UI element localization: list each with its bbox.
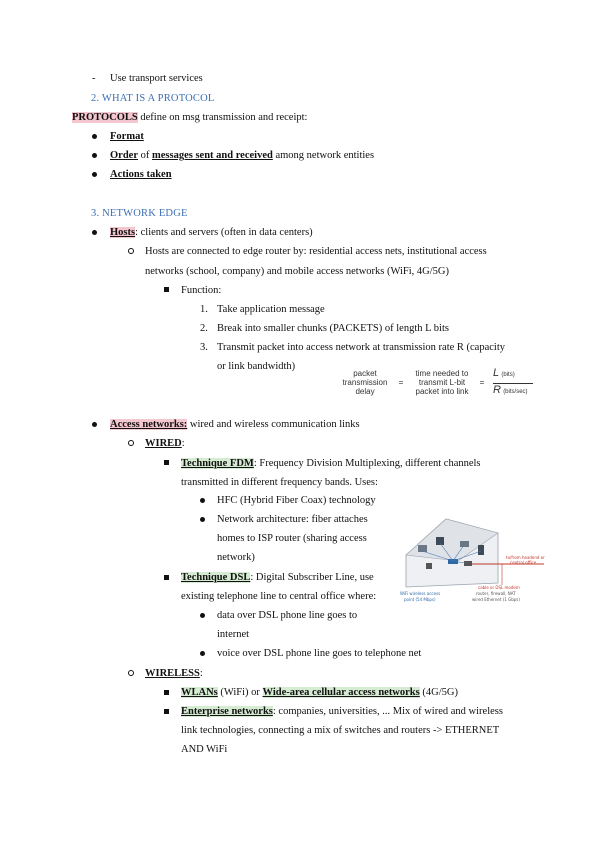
protocols-definition bbox=[72, 111, 307, 124]
item-actions: Actions taken bbox=[110, 169, 172, 180]
function-num-2: 2. bbox=[200, 323, 208, 334]
ent-line1 bbox=[181, 705, 503, 718]
hosts-rest: : clients and servers (often in data centers) bbox=[135, 227, 313, 238]
formula-den: R bbox=[493, 384, 501, 396]
wired-term: WIRED bbox=[145, 438, 182, 449]
wlan-mid: (WiFi) or bbox=[217, 687, 263, 698]
item-format: Format bbox=[110, 131, 144, 142]
bullet-circle bbox=[128, 440, 134, 446]
function-step-3a: Transmit packet into access network at transmission rate R (capacity bbox=[217, 342, 505, 353]
dash-bullet: - bbox=[92, 73, 96, 84]
order-of: of bbox=[138, 150, 152, 161]
text-use-transport: Use transport services bbox=[110, 73, 203, 84]
wlan-line bbox=[181, 686, 458, 699]
dsl-bullet1a: data over DSL phone line goes to bbox=[217, 610, 358, 621]
bullet-dot bbox=[200, 517, 205, 522]
bullet-dot bbox=[92, 230, 97, 235]
formula-num-unit: (bits) bbox=[501, 372, 515, 378]
ent-line2: link technologies, connecting a mix of switches and routers -> ETHERNET bbox=[181, 725, 500, 736]
formula-den-unit: (bits/sec) bbox=[503, 389, 528, 395]
formula-num: L bbox=[493, 367, 500, 379]
bullet-circle bbox=[128, 248, 134, 254]
netarch-line2: homes to ISP router (sharing access bbox=[217, 533, 367, 544]
bullet-dot bbox=[92, 153, 97, 158]
formula-eq-2: = bbox=[479, 378, 485, 387]
formula-mid-mid: transmit L-bit bbox=[418, 378, 466, 387]
fdm-term: Technique FDM bbox=[181, 458, 254, 469]
bullet-square bbox=[164, 690, 169, 695]
function-step-1: Take application message bbox=[217, 304, 325, 315]
ent-rest1: : companies, universities, ... Mix of wired and wireless bbox=[272, 706, 503, 717]
ent-line3: AND WiFi bbox=[181, 744, 228, 755]
access-rest: wired and wireless communication links bbox=[187, 419, 360, 430]
ent-term: Enterprise networks bbox=[181, 706, 273, 717]
access-term: Access networks: bbox=[110, 419, 188, 430]
label-left1: WiFi wireless access bbox=[400, 591, 441, 596]
bullet-square bbox=[164, 460, 169, 465]
wired-colon: : bbox=[181, 438, 185, 449]
bullet-circle bbox=[128, 670, 134, 676]
hosts-sub-line2: networks (school, company) and mobile access networks (WiFi, 4G/5G) bbox=[145, 266, 450, 277]
order-term: Order bbox=[110, 150, 138, 161]
desktop-icon bbox=[436, 537, 444, 545]
wlan-term: WLANs bbox=[181, 687, 218, 698]
bullet-dot bbox=[200, 498, 205, 503]
wired-heading bbox=[145, 437, 185, 450]
heading-network-edge: 3. NETWORK EDGE bbox=[91, 208, 188, 219]
bullet-square bbox=[164, 575, 169, 580]
wide-term: Wide-area cellular access networks bbox=[262, 687, 420, 698]
function-step-3b: or link bandwidth) bbox=[217, 361, 296, 372]
home-network-illustration bbox=[398, 515, 548, 610]
bullet-dot bbox=[92, 422, 97, 427]
dsl-line1 bbox=[181, 571, 374, 584]
heading-what-is-protocol: 2. WHAT IS A PROTOCOL bbox=[91, 93, 215, 104]
dsl-bullet1b: internet bbox=[217, 629, 250, 640]
fdm-line2: transmitted in different frequency bands. Uses: bbox=[181, 477, 378, 488]
bullet-dot bbox=[92, 134, 97, 139]
wireless-term: WIRELESS bbox=[145, 668, 200, 679]
protocols-term: PROTOCOLS bbox=[72, 112, 138, 123]
item-hosts bbox=[110, 226, 313, 239]
wireless-heading bbox=[145, 667, 203, 680]
transmission-delay-formula bbox=[335, 369, 550, 403]
label-left2: point (54 Mbps) bbox=[404, 597, 436, 602]
formula-left-mid: transmission bbox=[342, 378, 388, 387]
hosts-term: Hosts bbox=[110, 227, 136, 238]
label-bottom1: cable or DSL modem bbox=[478, 585, 520, 590]
bullet-dot bbox=[200, 651, 205, 656]
bullet-square bbox=[164, 287, 169, 292]
netarch-line3: network) bbox=[217, 552, 255, 563]
label-bottom2: router, firewall, NAT bbox=[476, 591, 516, 596]
bullet-square bbox=[164, 709, 169, 714]
netarch-line1: Network architecture: fiber attaches bbox=[217, 514, 368, 525]
wireless-colon: : bbox=[199, 668, 203, 679]
function-step-2: Break into smaller chunks (PACKETS) of length L bits bbox=[217, 323, 449, 334]
msgs-term: messages sent and received bbox=[152, 150, 273, 161]
formula-eq-1: = bbox=[398, 378, 404, 387]
bullet-dot bbox=[200, 613, 205, 618]
bullet-dot bbox=[92, 172, 97, 177]
hosts-sub-line1: Hosts are connected to edge router by: residential access nets, institutional access bbox=[145, 246, 487, 257]
dsl-line2: existing telephone line to central office where: bbox=[181, 591, 377, 602]
dsl-term: Technique DSL bbox=[181, 572, 251, 583]
formula-mid-bot: packet into link bbox=[415, 387, 469, 396]
function-num-3: 3. bbox=[200, 342, 208, 353]
formula-left-bot: delay bbox=[355, 387, 375, 396]
label-right2: central office bbox=[510, 560, 537, 565]
protocols-rest: define on msg transmission and receipt: bbox=[137, 112, 308, 123]
wide-rest: (4G/5G) bbox=[419, 687, 458, 698]
dsl-bullet2: voice over DSL phone line goes to telephone net bbox=[217, 648, 422, 659]
laptop-icon bbox=[460, 541, 469, 547]
label-bottom3: wired Ethernet (1 Gbps) bbox=[472, 597, 520, 602]
order-rest: among network entities bbox=[272, 150, 375, 161]
formula-mid-top: time needed to bbox=[415, 369, 469, 378]
formula-left-top: packet bbox=[353, 369, 377, 378]
tower-icon bbox=[478, 545, 484, 555]
fdm-line1 bbox=[181, 457, 481, 470]
home-network-diagram bbox=[398, 515, 548, 610]
fdm-rest1: : Frequency Division Multiplexing, different channels bbox=[253, 458, 481, 469]
label-right1: to/from headend or bbox=[506, 555, 545, 560]
modem-icon bbox=[464, 561, 472, 566]
hfc-item: HFC (Hybrid Fiber Coax) technology bbox=[217, 495, 376, 506]
item-order bbox=[110, 149, 374, 162]
function-num-1: 1. bbox=[200, 304, 208, 315]
access-point-icon bbox=[426, 563, 432, 569]
dsl-rest1: : Digital Subscriber Line, use bbox=[250, 572, 374, 583]
function-label: Function: bbox=[181, 285, 222, 296]
item-access-networks bbox=[110, 418, 360, 431]
